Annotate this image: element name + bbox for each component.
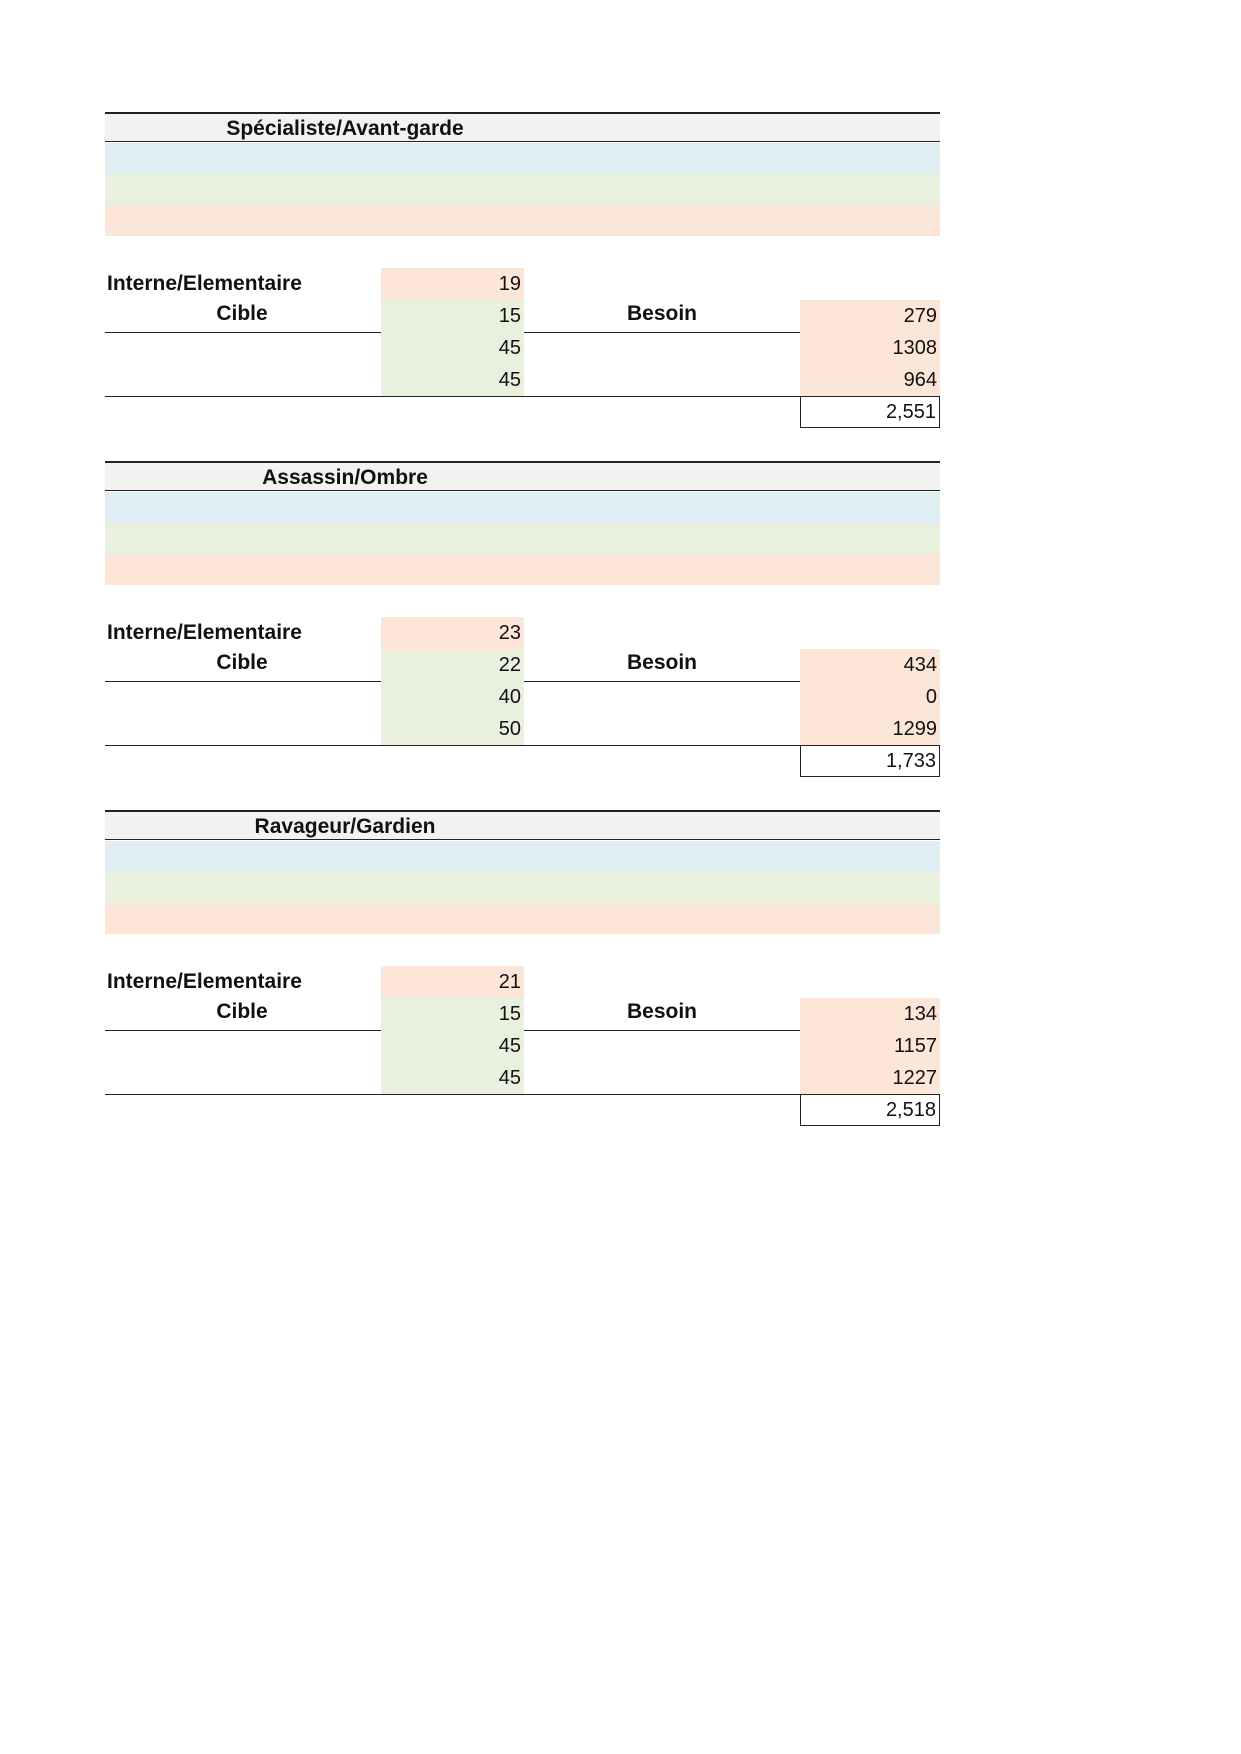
label-interne-elementaire: Interne/Elementaire [107,272,302,295]
left-value-2: 15 [381,998,524,1030]
right-value-3: 1227 [800,1062,940,1094]
left-value-1: 19 [381,268,524,300]
right-value-2: 0 [800,681,940,713]
section-header [105,461,940,491]
section-title: Spécialiste/Avant-garde [226,117,464,140]
divider-besoin [524,1030,800,1031]
total-value: 2,551 [800,396,940,428]
label-besoin: Besoin [626,1000,697,1023]
divider-besoin [524,332,800,333]
band-green [105,174,940,205]
band-peach [105,554,940,585]
left-value-1: 23 [381,617,524,649]
right-value-1: 134 [800,998,940,1030]
section-header [105,810,940,840]
left-value-1: 21 [381,966,524,998]
right-value-3: 1299 [800,713,940,745]
left-value-2: 22 [381,649,524,681]
left-value-4: 50 [381,713,524,745]
section-ravageur [0,810,1241,1120]
section-title: Ravageur/Gardien [254,815,436,838]
band-green [105,872,940,903]
left-value-2: 15 [381,300,524,332]
right-value-2: 1308 [800,332,940,364]
left-value-4: 45 [381,364,524,396]
label-cible: Cible [216,651,268,674]
band-peach [105,205,940,236]
right-value-1: 279 [800,300,940,332]
divider-besoin [524,681,800,682]
left-value-3: 45 [381,332,524,364]
label-besoin: Besoin [626,302,697,325]
divider-cible [105,1030,381,1031]
left-value-3: 45 [381,1030,524,1062]
right-value-1: 434 [800,649,940,681]
band-blue [105,841,940,872]
left-value-3: 40 [381,681,524,713]
divider-cible [105,681,381,682]
label-cible: Cible [216,302,268,325]
section-assassin [0,461,1241,771]
band-blue [105,492,940,523]
band-green [105,523,940,554]
total-value: 1,733 [800,745,940,777]
section-title: Assassin/Ombre [262,466,428,489]
section-specialiste [0,112,1241,422]
right-value-3: 964 [800,364,940,396]
label-interne-elementaire: Interne/Elementaire [107,621,302,644]
left-value-4: 45 [381,1062,524,1094]
band-peach [105,903,940,934]
label-interne-elementaire: Interne/Elementaire [107,970,302,993]
right-value-2: 1157 [800,1030,940,1062]
label-cible: Cible [216,1000,268,1023]
divider-cible [105,332,381,333]
total-value: 2,518 [800,1094,940,1126]
label-besoin: Besoin [626,651,697,674]
band-blue [105,143,940,174]
section-header [105,112,940,142]
